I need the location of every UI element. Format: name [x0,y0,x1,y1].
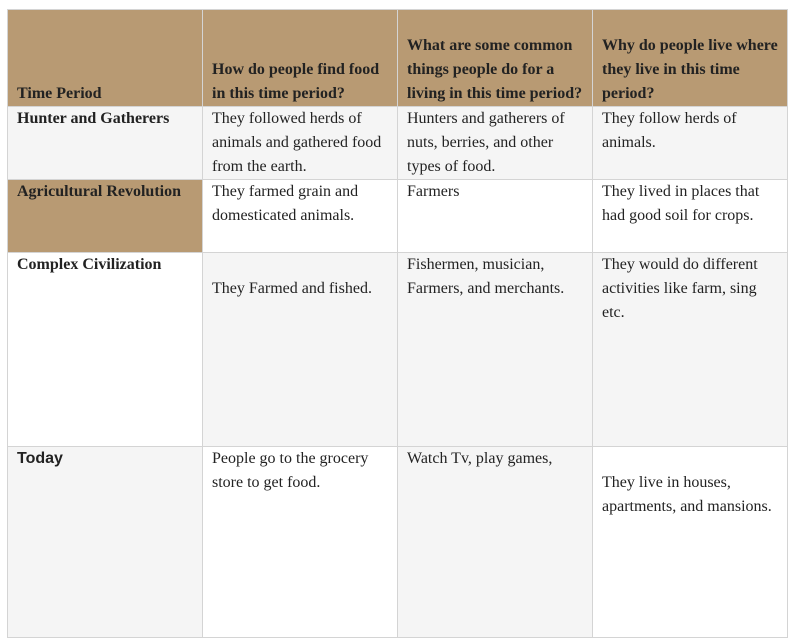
period-label: Agricultural Revolution [8,180,203,253]
header-find-food: How do people find food in this time period? [203,10,398,107]
food-cell: They farmed grain and domesticated animals. [203,180,398,253]
food-cell: People go to the grocery store to get food. [203,447,398,638]
header-time-period: Time Period [8,10,203,107]
living-cell: Watch Tv, play games, [398,447,593,638]
living-cell: Fishermen, musician, Farmers, and merchants. [398,253,593,447]
where-cell: They lived in places that had good soil for crops. [593,180,788,253]
living-cell: Hunters and gatherers of nuts, berries, and other types of food. [398,107,593,180]
table-row-hunter-gatherers [8,107,788,180]
period-label: Complex Civilization [8,253,203,447]
time-period-table [7,9,788,638]
header-living: What are some common things people do for a living in this time period? [398,10,593,107]
where-cell: They follow herds of animals. [593,107,788,180]
period-label: Today [8,447,203,638]
table-row-today [8,447,788,638]
table-container [7,9,788,638]
table-row-agricultural-revolution [8,180,788,253]
where-cell: They live in houses, apartments, and mansions. [593,447,788,638]
where-cell: They would do different activities like farm, sing etc. [593,253,788,447]
header-where-live: Why do people live where they live in this time period? [593,10,788,107]
food-cell: They followed herds of animals and gathered food from the earth. [203,107,398,180]
header-row [8,10,788,107]
period-label: Hunter and Gatherers [8,107,203,180]
living-cell: Farmers [398,180,593,253]
table-row-complex-civilization [8,253,788,447]
food-cell: They Farmed and fished. [203,253,398,447]
